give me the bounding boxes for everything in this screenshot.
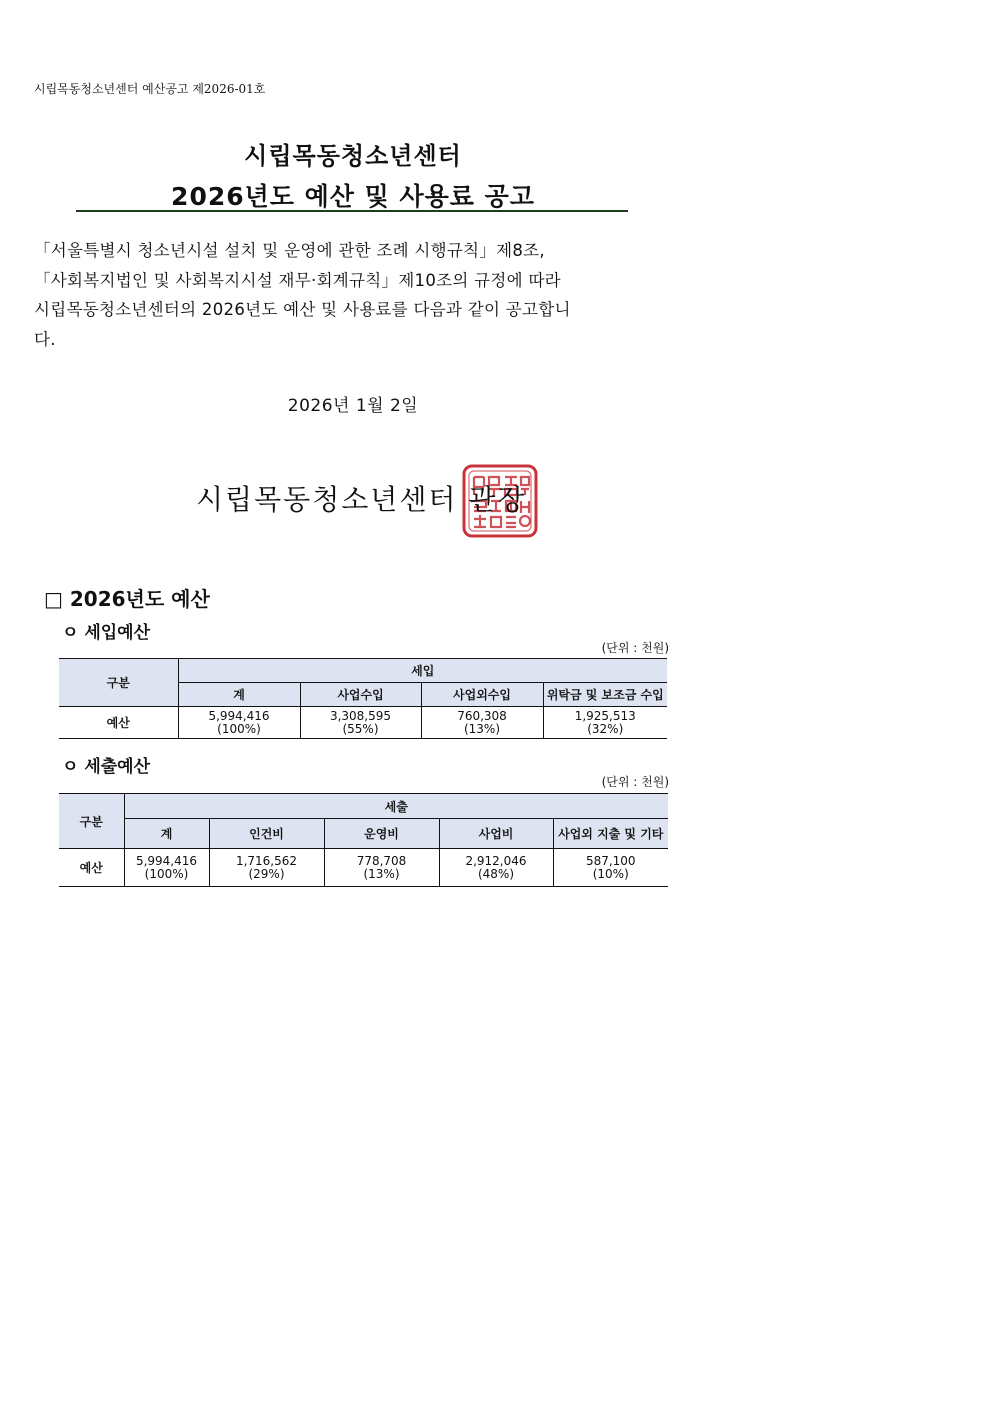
revenue-unit-label: (단위 : 천원) xyxy=(601,641,669,655)
expense-subheading: ㅇ 세출예산 xyxy=(62,757,151,777)
body-line: 다. xyxy=(34,329,56,349)
title-underline xyxy=(76,210,628,212)
body-line: 「사회복지법인 및 사회복지시설 재무·회계규칙」제10조의 규정에 따라 xyxy=(34,270,561,290)
cell-amount: 1,716,562 xyxy=(235,853,298,868)
cell-amount: 778,708 xyxy=(356,853,407,868)
table-cell xyxy=(178,707,300,739)
cell-percent: (10%) xyxy=(592,866,629,881)
cell-percent: (13%) xyxy=(463,721,501,736)
table-row xyxy=(59,849,668,887)
table-cell xyxy=(543,707,667,739)
cell-percent: (100%) xyxy=(144,866,189,881)
cell-amount: 2,912,046 xyxy=(465,853,527,868)
table-cell xyxy=(421,707,543,739)
row-label: 예산 xyxy=(59,849,124,887)
title-organization: 시립목동청소년센터 xyxy=(244,142,462,170)
revenue-subheading: ㅇ 세입예산 xyxy=(62,623,151,643)
table-column-header: 사업수입 xyxy=(300,683,421,707)
signer-name: 시립목동청소년센터 관장 xyxy=(196,483,527,516)
cell-percent: (32%) xyxy=(587,721,624,736)
document-number: 시립목동청소년센터 예산공고 제2026-01호 xyxy=(34,82,266,96)
cell-percent: (100%) xyxy=(217,721,261,736)
table-cell xyxy=(209,849,324,887)
table-header-category: 구분 xyxy=(59,659,178,707)
body-line: 시립목동청소년센터의 2026년도 예산 및 사용료를 다음과 같이 공고합니 xyxy=(34,300,571,319)
table-cell xyxy=(300,707,421,739)
table-column-header: 계 xyxy=(178,683,300,707)
cell-amount: 3,308,595 xyxy=(329,708,392,723)
table-row xyxy=(59,707,667,739)
table-cell xyxy=(124,849,209,887)
table-column-header: 계 xyxy=(124,819,209,849)
table-column-header: 사업외 지출 및 기타 xyxy=(553,819,668,849)
cell-amount: 5,994,416 xyxy=(135,853,198,868)
cell-percent: (55%) xyxy=(342,721,379,736)
table-column-header: 위탁금 및 보조금 수입 xyxy=(543,683,667,707)
table-column-header: 운영비 xyxy=(324,819,439,849)
table-cell xyxy=(553,849,668,887)
row-label: 예산 xyxy=(59,707,178,739)
table-cell xyxy=(324,849,439,887)
cell-amount: 760,308 xyxy=(457,708,507,723)
table-header-group: 세입 xyxy=(178,659,667,683)
cell-amount: 1,925,513 xyxy=(574,708,636,723)
revenue-table xyxy=(59,658,667,739)
cell-amount: 587,100 xyxy=(585,853,636,868)
table-column-header: 사업비 xyxy=(439,819,553,849)
title-announcement: 2026년도 예산 및 사용료 공고 xyxy=(171,182,535,211)
table-column-header: 인건비 xyxy=(209,819,324,849)
table-cell xyxy=(439,849,553,887)
table-header-group: 세출 xyxy=(124,794,668,819)
cell-percent: (48%) xyxy=(477,866,515,881)
section-heading: □ 2026년도 예산 xyxy=(44,587,210,611)
body-paragraph xyxy=(34,236,674,354)
expense-table xyxy=(59,793,668,887)
table-header-category: 구분 xyxy=(59,794,124,849)
body-line: 「서울특별시 청소년시설 설치 및 운영에 관한 조례 시행규칙」제8조, xyxy=(34,241,545,260)
cell-amount: 5,994,416 xyxy=(208,708,270,723)
cell-percent: (29%) xyxy=(248,866,285,881)
expense-unit-label: (단위 : 천원) xyxy=(601,775,669,789)
cell-percent: (13%) xyxy=(363,866,400,881)
table-column-header: 사업외수입 xyxy=(421,683,543,707)
announcement-date: 2026년 1월 2일 xyxy=(287,396,419,416)
